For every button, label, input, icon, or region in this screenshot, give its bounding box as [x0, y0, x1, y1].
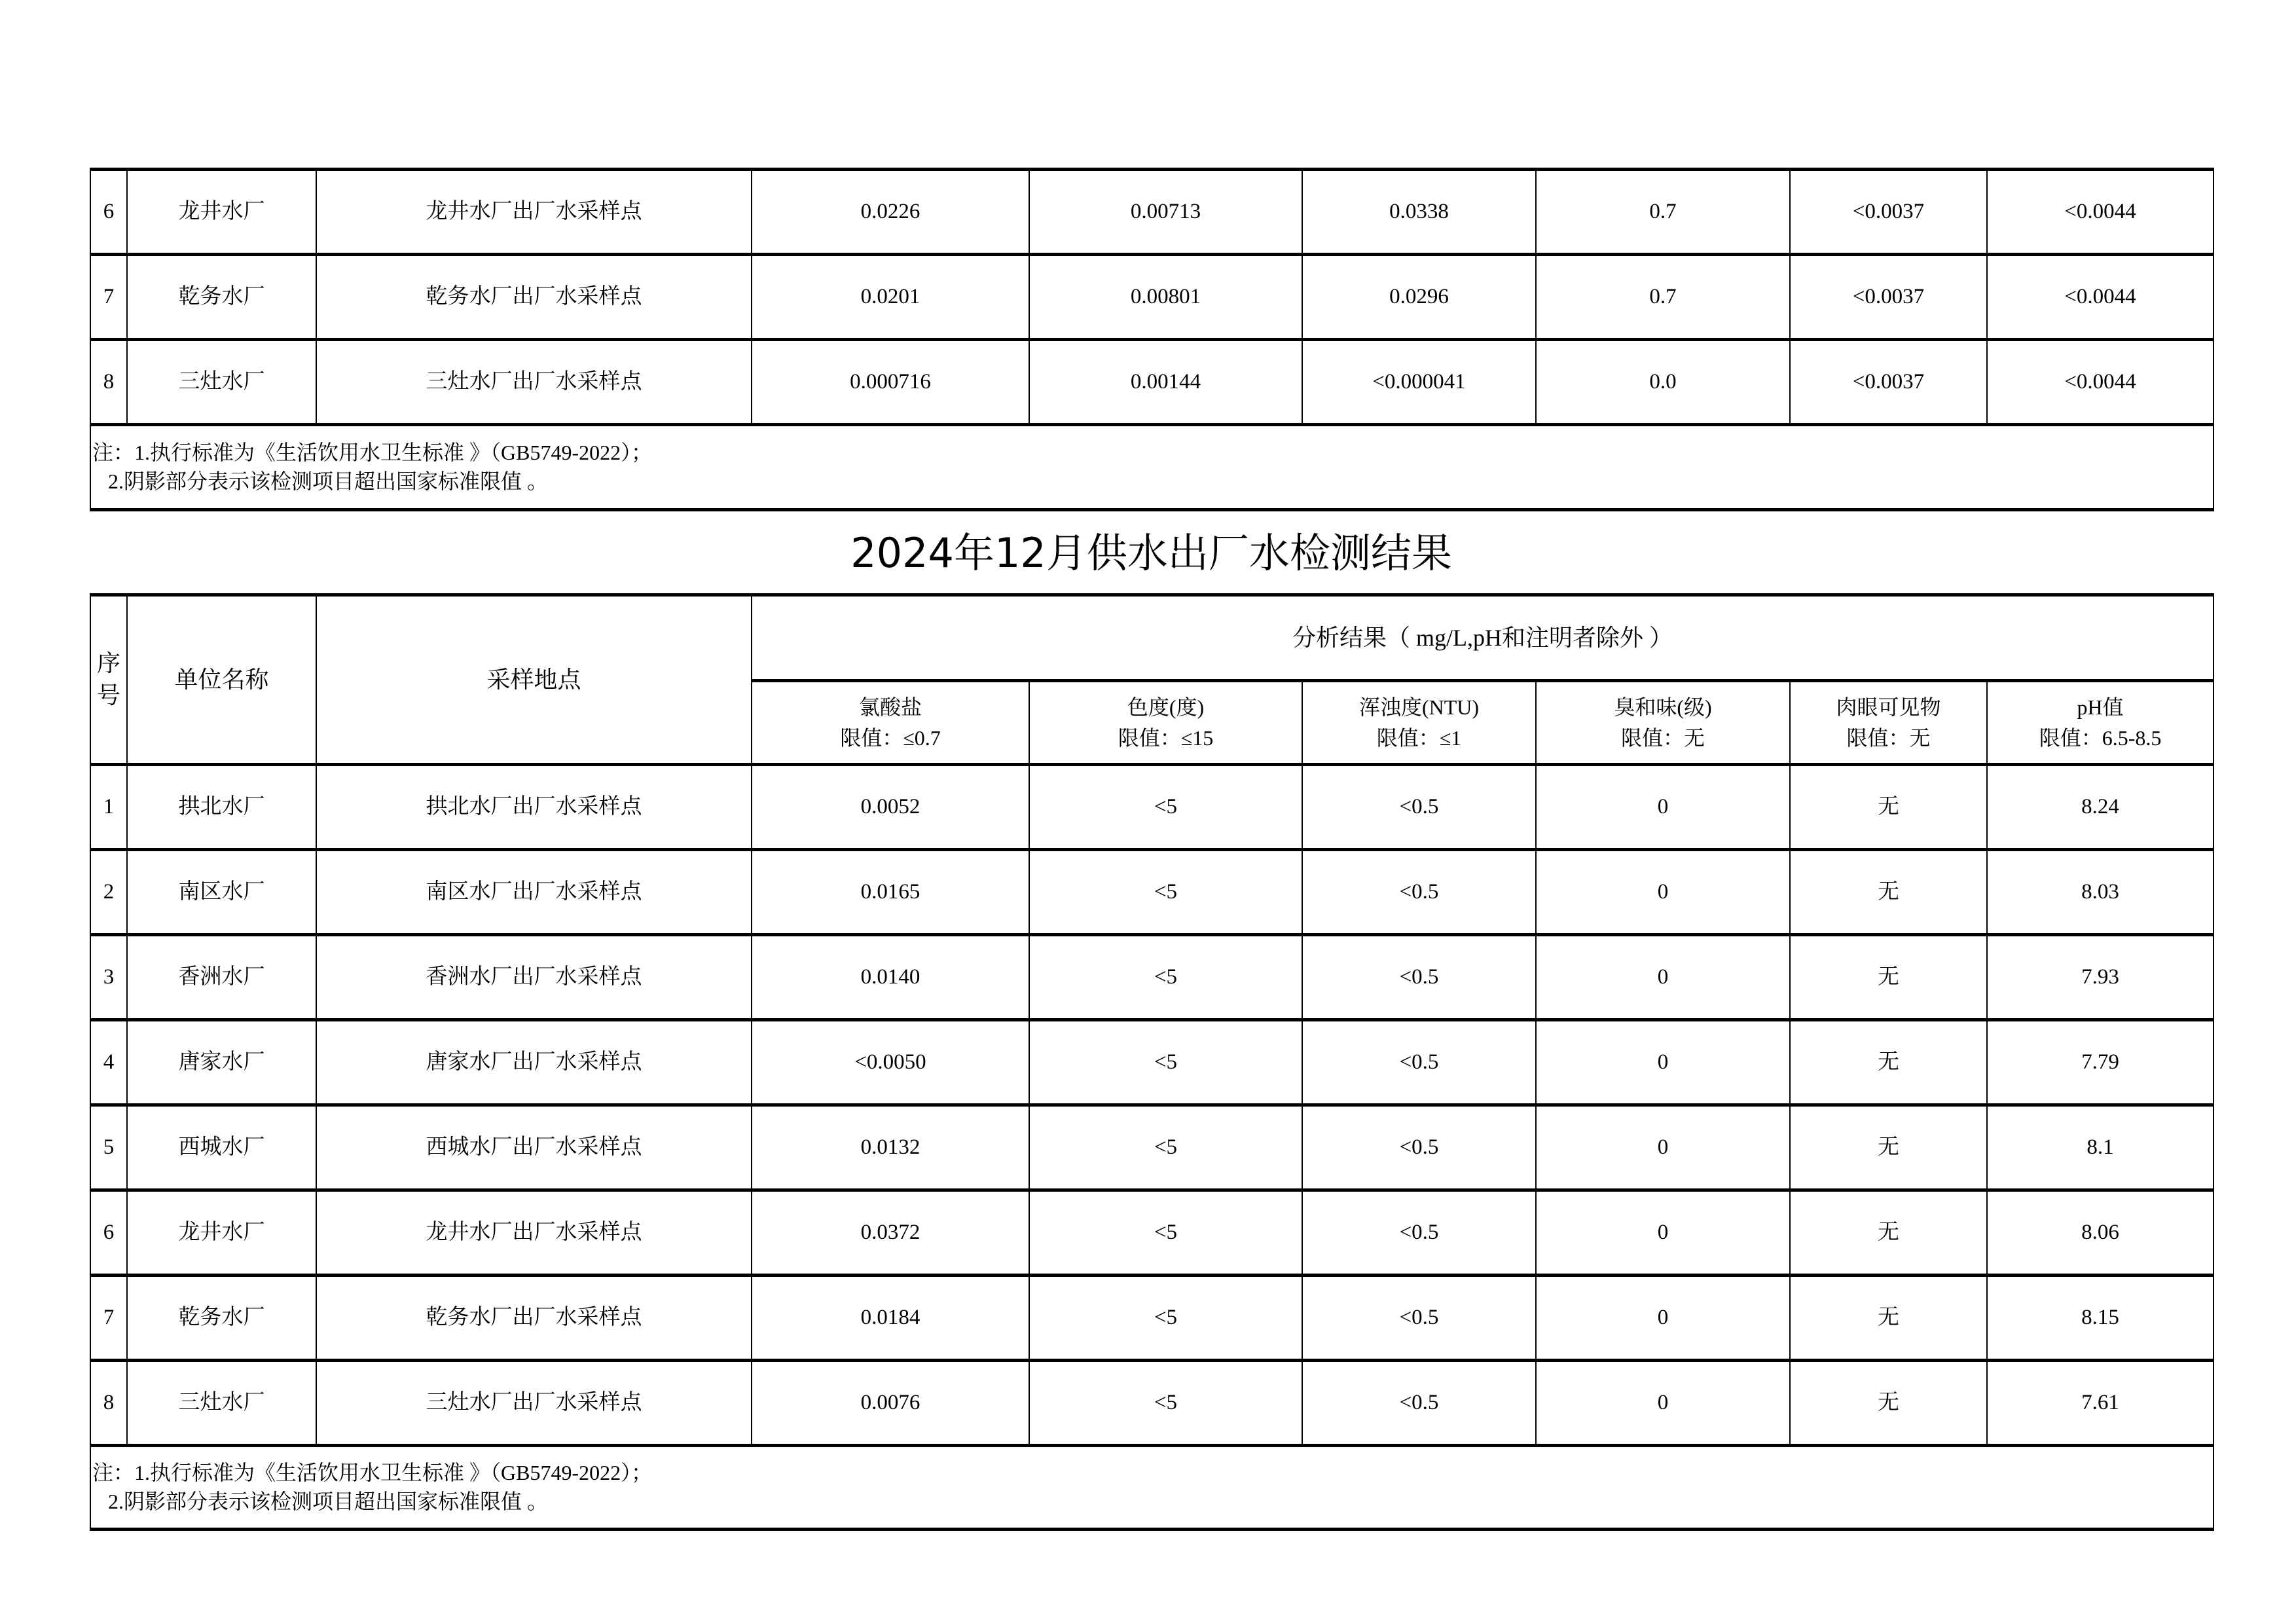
value-cell: 0.0226	[752, 170, 1029, 255]
turbidity-value: <0.5	[1302, 765, 1536, 850]
visible-matter-value: 无	[1790, 765, 1987, 850]
sampling-site: 三灶水厂出厂水采样点	[316, 340, 752, 425]
ph-value: 8.06	[1987, 1190, 2214, 1276]
header-unit-name: 单位名称	[127, 595, 316, 765]
odor-value: 0	[1536, 935, 1790, 1020]
ph-value: 8.24	[1987, 765, 2214, 850]
table-row	[90, 1190, 2214, 1276]
unit-name: 龙井水厂	[127, 170, 316, 255]
sampling-site: 龙井水厂出厂水采样点	[316, 1190, 752, 1276]
value-cell: 0.0338	[1302, 170, 1536, 255]
unit-name: 西城水厂	[127, 1105, 316, 1190]
unit-name: 拱北水厂	[127, 765, 316, 850]
row-number: 3	[90, 935, 127, 1020]
value-cell: 0.000716	[752, 340, 1029, 425]
chlorate-value: 0.0165	[752, 850, 1029, 935]
color-value: <5	[1029, 935, 1302, 1020]
visible-matter-value: 无	[1790, 1361, 1987, 1446]
turbidity-value: <0.5	[1302, 1105, 1536, 1190]
odor-value: 0	[1536, 1361, 1790, 1446]
note-line-1: 注：1.执行标准为《生活饮用水卫生标准 》（GB5749-2022）；	[92, 1461, 653, 1485]
param-name: pH值	[2077, 695, 2124, 720]
param-limit: 限值：无	[1620, 725, 1705, 750]
sampling-site: 乾务水厂出厂水采样点	[316, 255, 752, 340]
turbidity-value: <0.5	[1302, 1276, 1536, 1361]
param-limit: 限值：≤15	[1118, 725, 1214, 750]
ph-value: 8.03	[1987, 850, 2214, 935]
row-number: 1	[90, 765, 127, 850]
color-value: <5	[1029, 1361, 1302, 1446]
note-line-1: 注：1.执行标准为《生活饮用水卫生标准 》（GB5749-2022）；	[92, 441, 653, 465]
sampling-site: 拱北水厂出厂水采样点	[316, 765, 752, 850]
row-number: 5	[90, 1105, 127, 1190]
row-number: 8	[90, 1361, 127, 1446]
header-param-ph	[1987, 681, 2214, 765]
unit-name: 香洲水厂	[127, 935, 316, 1020]
value-cell: <0.0044	[1987, 340, 2214, 425]
color-value: <5	[1029, 1276, 1302, 1361]
notes-row	[90, 425, 2214, 510]
unit-name: 三灶水厂	[127, 340, 316, 425]
visible-matter-value: 无	[1790, 1105, 1987, 1190]
param-name: 肉眼可见物	[1836, 695, 1941, 720]
ph-value: 7.93	[1987, 935, 2214, 1020]
chlorate-value: <0.0050	[752, 1020, 1029, 1105]
row-number: 6	[90, 1190, 127, 1276]
ph-value: 7.79	[1987, 1020, 2214, 1105]
sampling-site: 三灶水厂出厂水采样点	[316, 1361, 752, 1446]
param-name: 色度(度)	[1127, 695, 1205, 720]
table-row	[90, 850, 2214, 935]
value-cell: 0.0	[1536, 340, 1790, 425]
header-param-visible-matter	[1790, 681, 1987, 765]
param-limit: 限值：≤0.7	[840, 725, 941, 750]
sampling-site: 香洲水厂出厂水采样点	[316, 935, 752, 1020]
chlorate-value: 0.0132	[752, 1105, 1029, 1190]
unit-name: 唐家水厂	[127, 1020, 316, 1105]
table-row	[90, 1276, 2214, 1361]
odor-value: 0	[1536, 850, 1790, 935]
header-serial-number-text: 序号	[96, 650, 120, 708]
table-row	[90, 1020, 2214, 1105]
header-param-odor	[1536, 681, 1790, 765]
table-row	[90, 340, 2214, 425]
odor-value: 0	[1536, 1276, 1790, 1361]
turbidity-value: <0.5	[1302, 1361, 1536, 1446]
previous-results-table	[90, 168, 2214, 511]
results-table	[90, 593, 2214, 1531]
header-sampling-site: 采样地点	[316, 595, 752, 765]
table-row	[90, 765, 2214, 850]
row-number: 7	[90, 1276, 127, 1361]
value-cell: <0.0037	[1790, 170, 1987, 255]
odor-value: 0	[1536, 1105, 1790, 1190]
value-cell: 0.00144	[1029, 340, 1302, 425]
value-cell: 0.00801	[1029, 255, 1302, 340]
value-cell: <0.000041	[1302, 340, 1536, 425]
sampling-site: 唐家水厂出厂水采样点	[316, 1020, 752, 1105]
value-cell: 0.0201	[752, 255, 1029, 340]
sampling-site: 南区水厂出厂水采样点	[316, 850, 752, 935]
visible-matter-value: 无	[1790, 850, 1987, 935]
page-title: 2024年12月供水出厂水检测结果	[850, 529, 1452, 577]
table-row	[90, 170, 2214, 255]
notes	[90, 1446, 2214, 1530]
value-cell: <0.0037	[1790, 340, 1987, 425]
chlorate-value: 0.0372	[752, 1190, 1029, 1276]
unit-name: 三灶水厂	[127, 1361, 316, 1446]
header-serial-number	[90, 595, 127, 765]
odor-value: 0	[1536, 1020, 1790, 1105]
odor-value: 0	[1536, 1190, 1790, 1276]
chlorate-value: 0.0184	[752, 1276, 1029, 1361]
chlorate-value: 0.0140	[752, 935, 1029, 1020]
header-param-color	[1029, 681, 1302, 765]
row-number: 8	[90, 340, 127, 425]
value-cell: 0.00713	[1029, 170, 1302, 255]
unit-name: 龙井水厂	[127, 1190, 316, 1276]
visible-matter-value: 无	[1790, 1276, 1987, 1361]
param-limit: 限值：≤1	[1376, 725, 1462, 750]
unit-name: 南区水厂	[127, 850, 316, 935]
note-line-2: 2.阴影部分表示该检测项目超出国家标准限值 。	[92, 469, 549, 493]
ph-value: 8.15	[1987, 1276, 2214, 1361]
chlorate-value: 0.0076	[752, 1361, 1029, 1446]
header-analysis-results: 分析结果（ mg/L,pH和注明者除外 ）	[752, 595, 2214, 681]
visible-matter-value: 无	[1790, 1190, 1987, 1276]
table-row	[90, 1361, 2214, 1446]
value-cell: 0.7	[1536, 170, 1790, 255]
visible-matter-value: 无	[1790, 935, 1987, 1020]
table-row	[90, 255, 2214, 340]
chlorate-value: 0.0052	[752, 765, 1029, 850]
visible-matter-value: 无	[1790, 1020, 1987, 1105]
table-row	[90, 1105, 2214, 1190]
unit-name: 乾务水厂	[127, 255, 316, 340]
turbidity-value: <0.5	[1302, 850, 1536, 935]
header-param-turbidity	[1302, 681, 1536, 765]
color-value: <5	[1029, 1190, 1302, 1276]
value-cell: <0.0044	[1987, 255, 2214, 340]
sampling-site: 龙井水厂出厂水采样点	[316, 170, 752, 255]
ph-value: 7.61	[1987, 1361, 2214, 1446]
color-value: <5	[1029, 850, 1302, 935]
row-number: 4	[90, 1020, 127, 1105]
table-row	[90, 935, 2214, 1020]
color-value: <5	[1029, 765, 1302, 850]
header-row-1	[90, 595, 2214, 681]
param-name: 氯酸盐	[858, 695, 922, 720]
value-cell: 0.7	[1536, 255, 1790, 340]
unit-name: 乾务水厂	[127, 1276, 316, 1361]
row-number: 7	[90, 255, 127, 340]
color-value: <5	[1029, 1105, 1302, 1190]
color-value: <5	[1029, 1020, 1302, 1105]
row-number: 2	[90, 850, 127, 935]
param-limit: 限值：无	[1846, 725, 1931, 750]
notes-row	[90, 1446, 2214, 1530]
value-cell: 0.0296	[1302, 255, 1536, 340]
param-name: 浑浊度(NTU)	[1358, 695, 1480, 720]
ph-value: 8.1	[1987, 1105, 2214, 1190]
value-cell: <0.0044	[1987, 170, 2214, 255]
header-param-chlorate	[752, 681, 1029, 765]
note-line-2: 2.阴影部分表示该检测项目超出国家标准限值 。	[92, 1489, 549, 1513]
notes	[90, 425, 2214, 510]
turbidity-value: <0.5	[1302, 935, 1536, 1020]
sampling-site: 乾务水厂出厂水采样点	[316, 1276, 752, 1361]
turbidity-value: <0.5	[1302, 1020, 1536, 1105]
turbidity-value: <0.5	[1302, 1190, 1536, 1276]
sampling-site: 西城水厂出厂水采样点	[316, 1105, 752, 1190]
row-number: 6	[90, 170, 127, 255]
param-limit: 限值：6.5-8.5	[2039, 725, 2162, 750]
param-name: 臭和味(级)	[1614, 695, 1712, 720]
odor-value: 0	[1536, 765, 1790, 850]
value-cell: <0.0037	[1790, 255, 1987, 340]
